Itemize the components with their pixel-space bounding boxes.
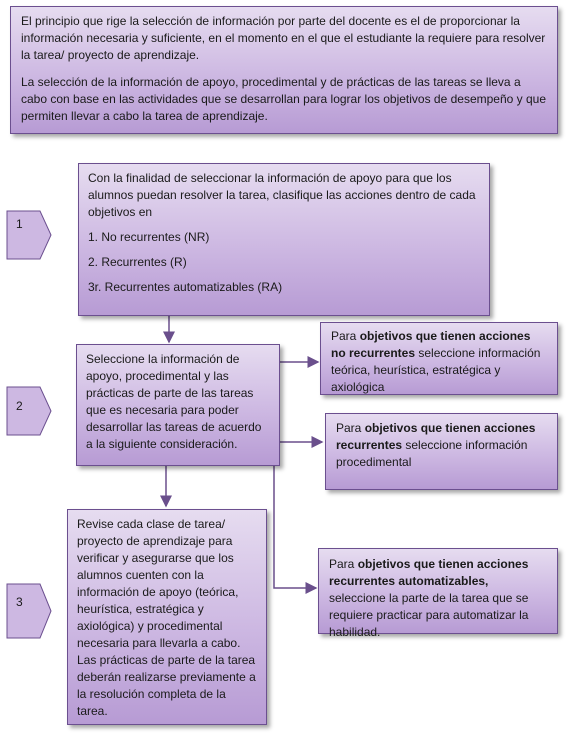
side-1-pre: Para (331, 329, 360, 343)
intro-paragraph-2: La selección de la información de apoyo, procedimental y de prácticas de las tareas se lleva a cabo con base en las actividades que se desarrollan para lograr los objetivos de desempeño y que permiten llevar a cabo la tarea de aprendizaje. (21, 75, 546, 123)
step-1-chevron (6, 210, 52, 260)
side-box-automatizables (318, 548, 558, 639)
side-1-bold: objetivos que tienen acciones no recurrentes (331, 329, 531, 360)
side-2-bold: objetivos que tienen acciones recurrentes (336, 421, 536, 452)
classify-item-3: 3r. Recurrentes automatizables (RA) (88, 280, 283, 294)
side-box-no-recurrentes (320, 322, 558, 395)
side-3-text (329, 556, 547, 641)
review-text: Revise cada clase de tarea/ proyecto de aprendizaje para verificar y asegurarse que los alumnos cuenten con la información de apoyo (teórica, heurística, estratégica y axiológica) y procedimental necesaria para llevarla a cabo. Las prácticas de parte de la tarea deberán realizarse previamente a la resolución completa de la tarea. (77, 517, 256, 718)
side-1-text (331, 328, 547, 396)
select-text: Seleccione la información de apoyo, procedimental y las prácticas de parte de las tareas que es necesaria para poder desarrollar las tareas de acuerdo a la siguiente consideración. (86, 352, 262, 451)
step-2-chevron (6, 386, 52, 436)
side-3-post: seleccione la parte de la tarea que se requiere practicar para automatizar la habilidad. (329, 591, 529, 639)
arrow-box2-to-side3 (274, 466, 316, 588)
side-2-pre: Para (336, 421, 365, 435)
classify-text: Con la finalidad de seleccionar la información de apoyo para que los alumnos puedan resolver la tarea, clasifique las acciones dentro de cada objetivos en (88, 171, 476, 219)
side-3-pre: Para (329, 557, 358, 571)
side-2-post: seleccione información procedimental (336, 438, 528, 469)
review-box (67, 509, 267, 725)
intro-paragraph-1: El principio que rige la selección de información por parte del docente es el de proporcionar la información necesaria y suficiente, en el momento en el que el estudiante la requiere para resolver la tarea/ proyecto de aprendizaje. (21, 14, 546, 62)
classify-item-1: 1. No recurrentes (NR) (88, 230, 210, 244)
select-box (76, 344, 280, 466)
step-3-chevron (6, 583, 52, 639)
classify-box (78, 163, 490, 316)
step-2-label: 2 (16, 399, 23, 413)
step-1-label: 1 (16, 217, 23, 231)
intro-box (10, 6, 558, 134)
classify-item-2: 2. Recurrentes (R) (88, 255, 187, 269)
side-box-recurrentes (325, 413, 558, 490)
side-3-bold: objetivos que tienen acciones recurrentes automatizables, (329, 557, 529, 588)
step-3-label: 3 (16, 595, 23, 609)
side-2-text (336, 420, 547, 471)
side-1-post: seleccione información teórica, heurística, estratégica y axiológica (331, 346, 541, 394)
